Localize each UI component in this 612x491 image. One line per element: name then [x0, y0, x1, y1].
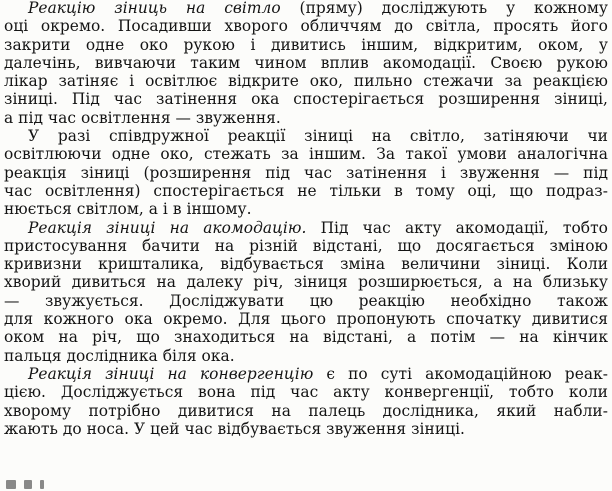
text-line [4, 402, 608, 420]
text-line [4, 145, 608, 163]
text-line [4, 310, 608, 328]
text-run: цією. Досліджується вона під час акту конвергенції, тобто коли [4, 383, 608, 402]
text-run: кривизни кришталика, відбувається зміна величини зіниці. Коли [4, 255, 608, 274]
text-run: пристосування бачити на різній відстані, що досягається зміною [4, 236, 608, 255]
text-run: нюється світлом, а і в іншому. [4, 200, 252, 219]
text-run: жають до носа. У цей час відбувається звуження зіниці. [4, 419, 465, 438]
text-run: час освітлення) спостерігається не тільки в тому оці, що подраз- [4, 181, 608, 200]
text-line [4, 347, 608, 365]
text-run: зіниці. Під час затінення ока спостерігається розширення зіниці, [4, 90, 608, 109]
text-line [4, 54, 608, 72]
text-run: (пряму) досліджують у кожному [280, 0, 609, 17]
text-line [4, 72, 608, 90]
text-run: — звужується. Досліджувати цю реакцію необхідно також [4, 291, 608, 310]
text-line [4, 237, 608, 255]
text-line [4, 200, 608, 218]
cutoff-next-line [0, 478, 612, 491]
text-line [4, 328, 608, 346]
text-run: пальця дослідника біля ока. [4, 346, 235, 365]
text-run: лікар затіняє і освітлює відкрите око, пильно стежачи за реакцією [4, 72, 608, 91]
text-run: для кожного ока окремо. Для цього пропонують спочатку дивитися [4, 310, 608, 329]
text-line [4, 365, 608, 383]
text-run: далечінь, вивчаючи таким чином вплив акомодації. Своєю рукою [4, 53, 608, 72]
text-line [4, 0, 608, 17]
text-line [4, 420, 608, 438]
text-run: хворий дивиться на далеку річ, зіниця розширюється, а на близьку [4, 273, 608, 292]
text-line [4, 219, 608, 237]
text-line [4, 182, 608, 200]
text-run: освітлюючи одне око, стежать за іншим. За такої умови аналогічна [4, 145, 608, 164]
text-run: реакція зіниці (розширення під час затінення і звуження — під [4, 163, 608, 182]
text-line [4, 383, 608, 401]
text-run: оком на річ, що знаходиться на відстані, а потім — на кінчик [4, 328, 608, 347]
text-line [4, 273, 608, 291]
text-line [4, 36, 608, 54]
text-line [4, 164, 608, 182]
text-line [4, 127, 608, 145]
text-run: оці окремо. Посадивши хворого обличчям до світла, просять його [4, 17, 608, 36]
text-run: У разі співдружної реакції зіниці на світло, затіняючи чи [28, 127, 608, 146]
text-run: є по суті акомодаційною реак- [313, 364, 608, 383]
text-run: а під час освітлення — звуження. [4, 108, 281, 127]
cutoff-fragment [40, 480, 44, 489]
text-line [4, 109, 608, 127]
text-body [4, 0, 608, 438]
italic-heading-run: Реакція зіниці на конвергенцію [28, 364, 314, 383]
cutoff-fragment [6, 480, 16, 489]
text-run: Під час акту акомодації, тобто [306, 218, 609, 237]
text-run: закрити одне око рукою і дивитись іншим, відкритим, оком, у [4, 35, 608, 54]
text-line [4, 90, 608, 108]
text-line [4, 292, 608, 310]
text-line [4, 17, 608, 35]
cutoff-fragment [24, 480, 32, 489]
text-line [4, 255, 608, 273]
text-run: хворому потрібно дивитися на палець дослідника, який набли- [4, 401, 608, 420]
italic-heading-run: Реакцію зіниць на світло [28, 0, 281, 17]
italic-heading-run: Реакція зіниці на акомодацію. [28, 218, 307, 237]
